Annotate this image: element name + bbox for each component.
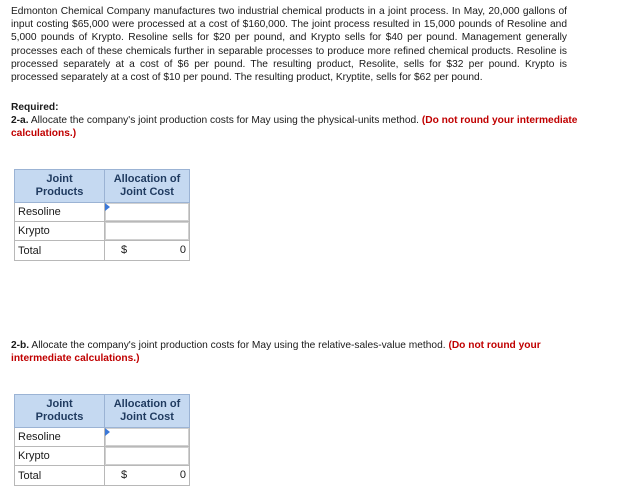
allocation-table-2b bbox=[14, 394, 190, 486]
col-header-line2: Joint Cost bbox=[120, 411, 174, 423]
col-header-line1: Joint bbox=[46, 398, 73, 410]
col-header-allocation bbox=[105, 170, 190, 203]
row-label-total: Total bbox=[15, 466, 105, 486]
row-label-krypto: Krypto bbox=[15, 447, 105, 466]
required-heading: Required: bbox=[11, 102, 59, 113]
row-label-total: Total bbox=[15, 241, 105, 261]
table-row-krypto bbox=[15, 447, 190, 466]
row-label-resoline: Resoline bbox=[15, 203, 105, 222]
allocation-table-2a bbox=[14, 169, 190, 261]
problem-intro: Edmonton Chemical Company manufactures two industrial chemical products in a joint process. In May, 20,000 gallons of input costing $65,000 were processed at a cost of $160,000. The joint process resulted in 15,000 pounds of Resoline and 5,000 pounds of Krypto. Resoline sells for $20 per pound, and Krypto sells for $40 per pound. Management generally processes each of these chemicals further in separable processes to produce more refined chemical products. Resoline is processed separately at a cost of $6 per pound. The resulting product, Resolite, sells for $32 per pound. Krypto is processed separately at a cost of $10 per pound. The resulting product, Kryptite, sells for $62 per pound. bbox=[11, 6, 567, 84]
col-header-allocation bbox=[105, 395, 190, 428]
table-row-resoline bbox=[15, 203, 190, 222]
question-2a-text: Allocate the company's joint production costs for May using the physical-units method. bbox=[30, 115, 419, 126]
question-2b-number: 2-b. bbox=[11, 340, 30, 351]
table-row-total bbox=[15, 466, 190, 486]
question-2a-note: (Do not round your intermediate calculations.) bbox=[11, 115, 578, 139]
input-cell-resoline bbox=[105, 428, 190, 447]
table-header-row bbox=[15, 170, 190, 203]
total-currency: $ bbox=[121, 244, 128, 256]
col-header-joint-products bbox=[15, 170, 105, 203]
row-label-resoline: Resoline bbox=[15, 428, 105, 447]
input-cell-resoline bbox=[105, 203, 190, 222]
allocation-input-resoline[interactable] bbox=[105, 203, 189, 221]
allocation-input-resoline[interactable] bbox=[105, 428, 189, 446]
flag-icon bbox=[105, 428, 110, 436]
question-2a-number: 2-a. bbox=[11, 115, 29, 126]
input-cell-krypto bbox=[105, 222, 190, 241]
col-header-line1: Allocation of bbox=[113, 173, 181, 185]
question-2b-text: Allocate the company's joint production costs for May using the relative-sales-value method. bbox=[31, 340, 446, 351]
col-header-line1: Allocation of bbox=[113, 398, 181, 410]
col-header-line1: Joint bbox=[46, 173, 73, 185]
allocation-input-krypto[interactable] bbox=[105, 447, 189, 465]
table-row-resoline bbox=[15, 428, 190, 447]
flag-icon bbox=[105, 203, 110, 211]
table-row-total bbox=[15, 241, 190, 261]
col-header-joint-products bbox=[15, 395, 105, 428]
col-header-line2: Products bbox=[35, 186, 84, 198]
total-currency: $ bbox=[121, 469, 128, 481]
question-2a bbox=[11, 115, 581, 140]
col-header-line2: Products bbox=[35, 411, 84, 423]
input-cell-krypto bbox=[105, 447, 190, 466]
table-header-row bbox=[15, 395, 190, 428]
total-value: 0 bbox=[179, 469, 186, 481]
row-label-krypto: Krypto bbox=[15, 222, 105, 241]
question-2b-note: (Do not round your intermediate calculations.) bbox=[11, 340, 541, 364]
question-2b bbox=[11, 340, 581, 365]
table-row-krypto bbox=[15, 222, 190, 241]
total-cell bbox=[105, 466, 190, 486]
total-value: 0 bbox=[179, 244, 186, 256]
total-cell bbox=[105, 241, 190, 261]
allocation-input-krypto[interactable] bbox=[105, 222, 189, 240]
col-header-line2: Joint Cost bbox=[120, 186, 174, 198]
